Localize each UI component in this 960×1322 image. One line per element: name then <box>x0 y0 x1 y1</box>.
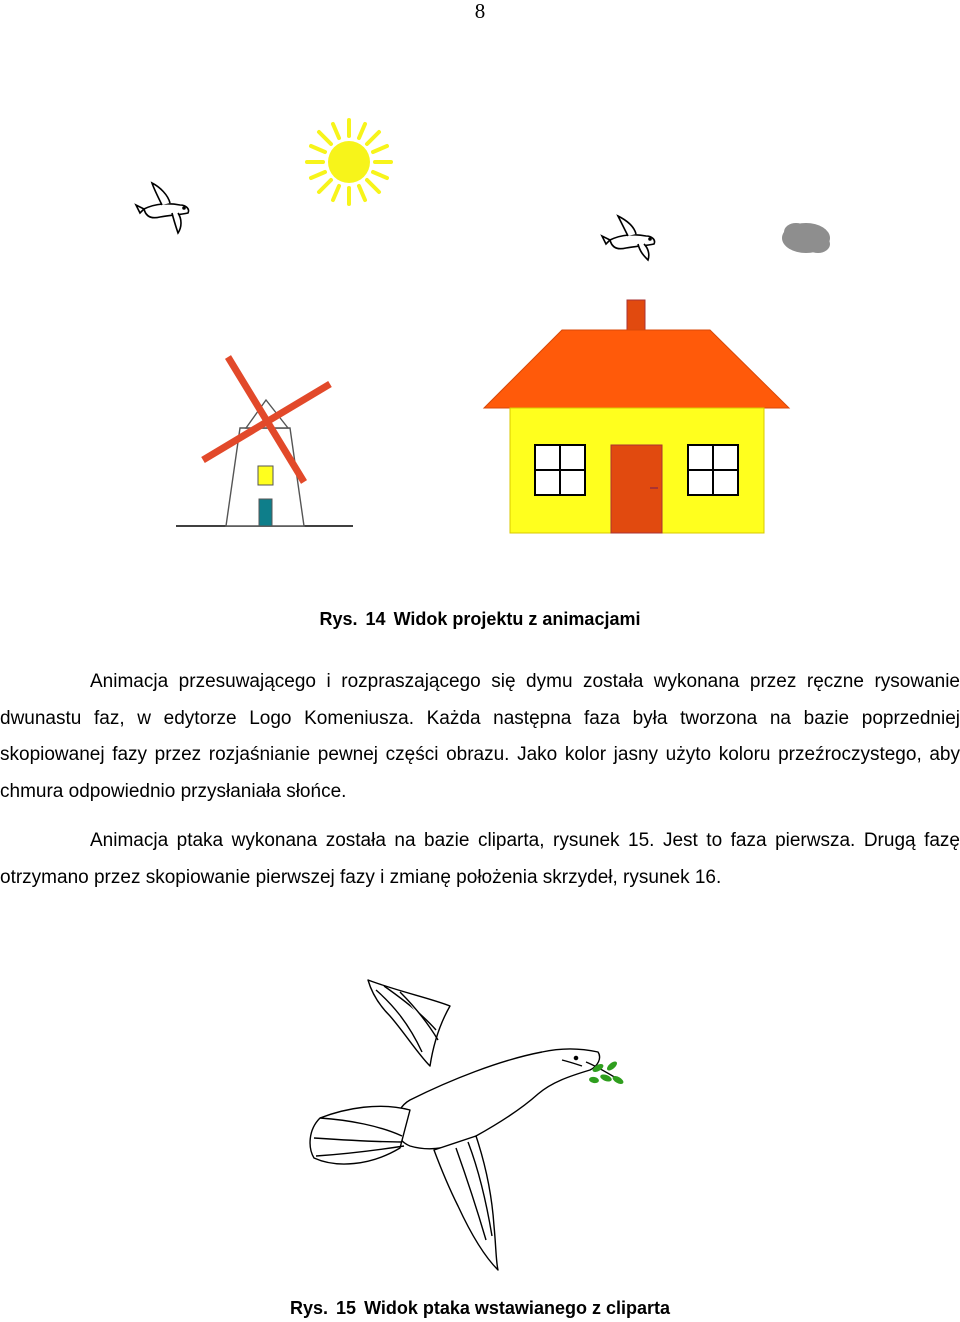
windmill-icon <box>176 357 353 526</box>
caption-label: Rys. <box>319 609 358 629</box>
sun-icon <box>307 120 391 204</box>
smoke-cloud-icon <box>782 223 830 253</box>
caption-label: Rys. <box>290 1298 329 1318</box>
paragraph-text: Animacja przesuwającego i rozpraszającego się dymu została wykonana przez ręczne rysowanie dwunastu faz, w edytorze Logo Komeniusza. Każda następna faza była tworzona na bazie poprzedniej skopiowanej fazy przez rozjaśnianie pewnej części obrazu. Jako kolor jasny użyto koloru przeźroczystego, aby chmura odpowiednio przysłaniała słońce. <box>0 671 960 802</box>
page-number: 8 <box>474 0 486 23</box>
paragraph <box>0 823 960 896</box>
figure-15-caption <box>0 1298 960 1319</box>
house-icon <box>484 300 789 533</box>
paragraph <box>0 664 960 810</box>
paragraph-text: Animacja ptaka wykonana została na bazie cliparta, rysunek 15. Jest to faza pierwsza. Drugą fazę otrzymano przez skopiowanie pierwszej fazy i zmianę położenia skrzydeł, rysunek 16. <box>0 830 960 888</box>
bird-icon <box>136 183 189 233</box>
bird-icon <box>602 216 655 260</box>
figure-14-caption <box>0 609 960 630</box>
caption-text: Widok projektu z animacjami <box>393 609 641 629</box>
caption-number: 15 <box>336 1298 357 1318</box>
animation-scene-illustration <box>0 0 960 600</box>
caption-number: 14 <box>365 609 386 629</box>
dove-clipart-illustration <box>280 970 640 1280</box>
caption-text: Widok ptaka wstawianego z cliparta <box>364 1298 670 1318</box>
